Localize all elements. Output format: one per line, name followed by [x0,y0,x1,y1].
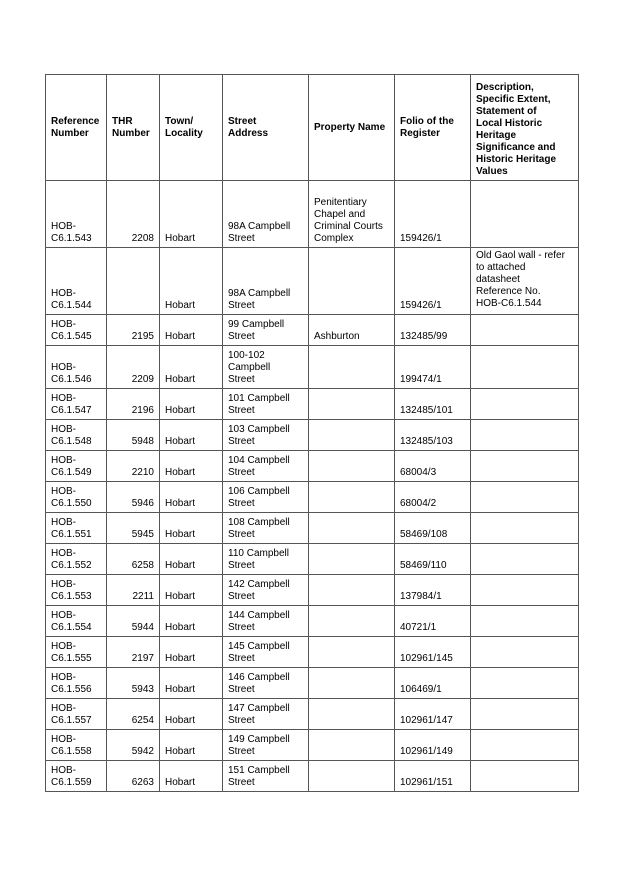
cell-thr-number: 2209 [107,346,160,389]
cell-folio: 199474/1 [395,346,471,389]
cell-town: Hobart [160,482,223,513]
cell-description [471,575,579,606]
cell-street-address: 104 Campbell Street [223,451,309,482]
table-row [46,730,579,761]
cell-thr-number: 5943 [107,668,160,699]
cell-street-address: 145 Campbell Street [223,637,309,668]
header-reference-number: Reference Number [46,75,107,181]
cell-town: Hobart [160,761,223,792]
cell-folio: 159426/1 [395,248,471,315]
cell-reference-number: HOB- C6.1.548 [46,420,107,451]
cell-folio: 132485/101 [395,389,471,420]
cell-property-name: Ashburton [309,315,395,346]
cell-town: Hobart [160,181,223,248]
cell-thr-number: 2197 [107,637,160,668]
cell-town: Hobart [160,544,223,575]
cell-folio: 159426/1 [395,181,471,248]
cell-reference-number: HOB- C6.1.553 [46,575,107,606]
cell-reference-number: HOB- C6.1.544 [46,248,107,315]
cell-property-name [309,513,395,544]
header-property-name: Property Name [309,75,395,181]
cell-street-address: 142 Campbell Street [223,575,309,606]
cell-street-address: 147 Campbell Street [223,699,309,730]
cell-reference-number: HOB- C6.1.552 [46,544,107,575]
cell-folio: 68004/3 [395,451,471,482]
cell-street-address: 100-102 Campbell Street [223,346,309,389]
cell-folio: 102961/149 [395,730,471,761]
table-row [46,420,579,451]
table-row [46,513,579,544]
cell-town: Hobart [160,668,223,699]
cell-town: Hobart [160,420,223,451]
cell-property-name [309,761,395,792]
table-row [46,451,579,482]
cell-reference-number: HOB- C6.1.559 [46,761,107,792]
table-row [46,544,579,575]
cell-description [471,606,579,637]
cell-thr-number: 5942 [107,730,160,761]
cell-description [471,315,579,346]
cell-folio: 106469/1 [395,668,471,699]
cell-thr-number: 5946 [107,482,160,513]
cell-description [471,544,579,575]
cell-town: Hobart [160,730,223,761]
cell-town: Hobart [160,315,223,346]
cell-description [471,730,579,761]
header-town-locality: Town/ Locality [160,75,223,181]
cell-town: Hobart [160,248,223,315]
cell-folio: 58469/108 [395,513,471,544]
cell-property-name [309,699,395,730]
cell-description [471,420,579,451]
cell-reference-number: HOB- C6.1.556 [46,668,107,699]
cell-thr-number: 5945 [107,513,160,544]
cell-town: Hobart [160,346,223,389]
cell-property-name [309,451,395,482]
cell-description [471,346,579,389]
cell-reference-number: HOB- C6.1.545 [46,315,107,346]
cell-reference-number: HOB- C6.1.554 [46,606,107,637]
cell-property-name [309,730,395,761]
cell-description [471,761,579,792]
cell-folio: 40721/1 [395,606,471,637]
cell-thr-number: 5948 [107,420,160,451]
cell-town: Hobart [160,451,223,482]
cell-property-name [309,606,395,637]
cell-thr-number: 2210 [107,451,160,482]
cell-description [471,389,579,420]
table-row [46,637,579,668]
cell-street-address: 144 Campbell Street [223,606,309,637]
cell-thr-number: 2196 [107,389,160,420]
cell-street-address: 108 Campbell Street [223,513,309,544]
cell-description [471,668,579,699]
cell-description: Old Gaol wall - refer to attached datasheet Reference No. HOB-C6.1.544 [471,248,579,315]
cell-folio: 132485/99 [395,315,471,346]
cell-reference-number: HOB- C6.1.557 [46,699,107,730]
cell-town: Hobart [160,389,223,420]
cell-thr-number: 5944 [107,606,160,637]
cell-property-name [309,575,395,606]
cell-reference-number: HOB- C6.1.550 [46,482,107,513]
header-folio: Folio of the Register [395,75,471,181]
cell-property-name [309,544,395,575]
cell-property-name [309,637,395,668]
header-description: Description, Specific Extent, Statement of Local Historic Heritage Significance and Historic Heritage Values [471,75,579,181]
table-row [46,315,579,346]
cell-thr-number: 2195 [107,315,160,346]
cell-folio: 102961/151 [395,761,471,792]
cell-reference-number: HOB- C6.1.558 [46,730,107,761]
cell-description [471,181,579,248]
heritage-register-table [45,74,579,792]
cell-description [471,513,579,544]
table-row [46,668,579,699]
cell-reference-number: HOB- C6.1.549 [46,451,107,482]
cell-property-name: Penitentiary Chapel and Criminal Courts Complex [309,181,395,248]
table-row [46,575,579,606]
table-row [46,181,579,248]
cell-description [471,451,579,482]
cell-folio: 137984/1 [395,575,471,606]
cell-description [471,637,579,668]
cell-thr-number: 6254 [107,699,160,730]
table-row [46,761,579,792]
cell-property-name [309,346,395,389]
cell-folio: 102961/147 [395,699,471,730]
cell-property-name [309,389,395,420]
cell-thr-number: 6263 [107,761,160,792]
cell-property-name [309,248,395,315]
cell-street-address: 149 Campbell Street [223,730,309,761]
cell-property-name [309,668,395,699]
cell-street-address: 103 Campbell Street [223,420,309,451]
cell-thr-number [107,248,160,315]
cell-street-address: 101 Campbell Street [223,389,309,420]
cell-street-address: 98A Campbell Street [223,248,309,315]
cell-thr-number: 2208 [107,181,160,248]
cell-property-name [309,482,395,513]
table-row [46,346,579,389]
table-row [46,248,579,315]
cell-town: Hobart [160,637,223,668]
cell-street-address: 98A Campbell Street [223,181,309,248]
cell-folio: 132485/103 [395,420,471,451]
cell-reference-number: HOB- C6.1.547 [46,389,107,420]
cell-street-address: 99 Campbell Street [223,315,309,346]
cell-thr-number: 2211 [107,575,160,606]
table-row [46,699,579,730]
cell-reference-number: HOB- C6.1.551 [46,513,107,544]
cell-street-address: 110 Campbell Street [223,544,309,575]
cell-town: Hobart [160,606,223,637]
cell-thr-number: 6258 [107,544,160,575]
cell-street-address: 151 Campbell Street [223,761,309,792]
cell-street-address: 146 Campbell Street [223,668,309,699]
cell-town: Hobart [160,513,223,544]
cell-property-name [309,420,395,451]
cell-reference-number: HOB- C6.1.543 [46,181,107,248]
cell-street-address: 106 Campbell Street [223,482,309,513]
table-body [46,181,579,792]
cell-town: Hobart [160,575,223,606]
table-row [46,389,579,420]
cell-description [471,699,579,730]
header-thr-number: THR Number [107,75,160,181]
cell-town: Hobart [160,699,223,730]
table-row [46,482,579,513]
cell-description [471,482,579,513]
header-street-address: Street Address [223,75,309,181]
table-header-row [46,75,579,181]
table-row [46,606,579,637]
cell-reference-number: HOB- C6.1.546 [46,346,107,389]
cell-folio: 68004/2 [395,482,471,513]
cell-folio: 102961/145 [395,637,471,668]
cell-folio: 58469/110 [395,544,471,575]
cell-reference-number: HOB- C6.1.555 [46,637,107,668]
